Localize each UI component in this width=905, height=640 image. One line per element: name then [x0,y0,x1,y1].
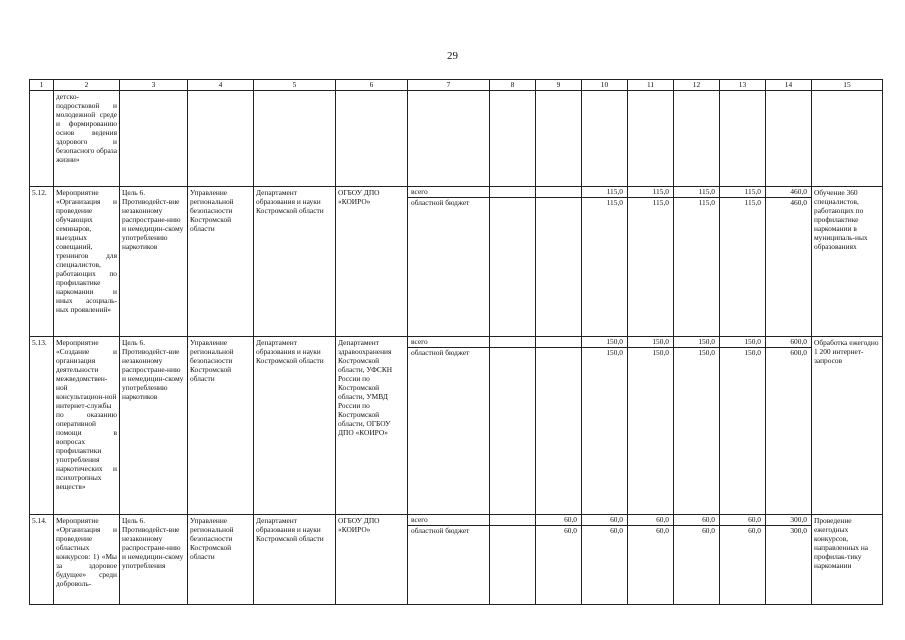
amount-c10-line: 150,0 [582,337,627,348]
amount-c10-line: 60,0 [610,526,623,535]
amount-c11 [628,187,674,337]
goal-cell [120,91,188,187]
col-header-4: 4 [188,80,254,91]
col-header-15: 15 [812,80,883,91]
funding-source-line: всего [408,187,489,198]
amount-c11-line: 115,0 [628,187,673,198]
amount-c13 [720,515,766,605]
amount-c9 [536,337,582,515]
amount-c8 [490,337,536,515]
amount-c8 [490,91,536,187]
funding-source-line: областной бюджет [411,526,470,535]
amount-c9 [536,187,582,337]
funding-source-line: областной бюджет [411,198,470,207]
amount-c12-line: 60,0 [702,526,715,535]
amount-c9-line: 60,0 [564,526,577,535]
funding-source-line: всего [408,337,489,348]
amount-c13-line: 60,0 [748,526,761,535]
expected-result: Обработка ежегодно 1 200 интернет-запросов [812,337,883,515]
amount-c10 [582,337,628,515]
funding-source [408,337,490,515]
col-header-13: 13 [720,80,766,91]
col-header-5: 5 [254,80,336,91]
amount-c10-line: 115,0 [582,187,627,198]
expected-result [812,91,883,187]
row-number [30,91,54,187]
amount-c9-line [536,337,581,348]
amount-c9-line [536,198,581,208]
executor-cell: Департамент образования и науки Костромской области [254,337,336,515]
amount-c14 [766,91,812,187]
row-number: 5.13. [30,337,54,515]
amount-c8-line [490,348,535,358]
amount-c10 [582,515,628,605]
activity-name: Мероприятие «Создание и организация деятельности межведомствен-ной консультацион-ной интернет-службы по оказанию оперативной помощи в вопросах профилактики употребления наркотических и психотропных веществ» [54,337,120,515]
amount-c12 [674,187,720,337]
executor-cell: Департамент образования и науки Костромской области [254,187,336,337]
amount-c14 [766,187,812,337]
customer-cell: Управление региональной безопасности Костромской области [188,337,254,515]
col-header-10: 10 [582,80,628,91]
amount-c13-line: 60,0 [720,515,765,526]
expected-result: Обучение 360 специалистов, работающих по профилактике наркомании в муниципаль-ных образованиях [812,187,883,337]
amount-c14 [766,515,812,605]
table-row [30,337,883,515]
activity-name: Мероприятие «Организация и проведение областных конкурсов: 1) «Мы за здоровое будущее» среди доброволь- [54,515,120,605]
customer-cell: Управление региональной безопасности Костромской области [188,515,254,605]
amount-c14-line: 300,0 [766,515,811,526]
coexecutor-cell: Департамент здравоохранения Костромской области, УФСКН России по Костромской области, УМВД России по Костромской области, ОГБОУ ДПО «КОИРО» [336,337,408,515]
funding-source-line: всего [408,515,489,526]
goal-cell: Цель 6. Противодейст-вие незаконному распростране-нию и немедицин-скому употреблению наркотиков [120,337,188,515]
amount-c13 [720,337,766,515]
customer-cell: Управление региональной безопасности Костромской области [188,187,254,337]
col-header-9: 9 [536,80,582,91]
table-row [30,91,883,187]
page-number: 29 [447,50,458,62]
col-header-6: 6 [336,80,408,91]
funding-source [408,515,490,605]
customer-cell [188,91,254,187]
header-row [30,80,883,91]
amount-c14-line: 300,0 [790,526,807,535]
coexecutor-cell [336,91,408,187]
amount-c11-line: 60,0 [628,515,673,526]
col-header-8: 8 [490,80,536,91]
goal-cell: Цель 6. Противодейст-вие незаконному распростране-нию и немедицин-скому употреблению наркотиков [120,187,188,337]
table-row [30,187,883,337]
amount-c9 [536,515,582,605]
amount-c10 [582,187,628,337]
amount-c11 [628,337,674,515]
executor-cell: Департамент образования и науки Костромской области [254,515,336,605]
amount-c10-line: 115,0 [606,198,623,207]
amount-c8-line [490,187,535,198]
row-number: 5.12. [30,187,54,337]
amount-c13 [720,187,766,337]
amount-c9-line [536,348,581,358]
amount-c11-line: 150,0 [628,337,673,348]
col-header-2: 2 [54,80,120,91]
amount-c12 [674,515,720,605]
amount-c11 [628,515,674,605]
funding-source-line: областной бюджет [411,348,470,357]
amount-c14-line: 600,0 [790,348,807,357]
amount-c8 [490,515,536,605]
activity-name: Мероприятие «Организация и проведение обучающих семинаров, выездных совещаний, тренингов для специалистов, работающих по профилактике наркомании и иных асоциаль-ных проявлений» [54,187,120,337]
amount-c8-line [490,198,535,208]
amount-c9 [536,91,582,187]
amount-c12 [674,91,720,187]
amount-c8-line [490,337,535,348]
funding-source [408,187,490,337]
coexecutor-cell: ОГБОУ ДПО «КОИРО» [336,187,408,337]
amount-c13-line: 115,0 [720,187,765,198]
amount-c8 [490,187,536,337]
amount-c13-line: 150,0 [720,337,765,348]
amount-c12-line: 150,0 [674,337,719,348]
coexecutor-cell: ОГБОУ ДПО «КОИРО» [336,515,408,605]
activity-name: детско-подростковой и молодежной среде и формированию основ ведения здорового и безопасного образа жизни» [54,91,120,187]
program-table [29,79,883,605]
amount-c10 [582,91,628,187]
col-header-1: 1 [30,80,54,91]
executor-cell [254,91,336,187]
col-header-3: 3 [120,80,188,91]
col-header-12: 12 [674,80,720,91]
amount-c14-line: 460,0 [790,198,807,207]
col-header-7: 7 [408,80,490,91]
amount-c8-line [490,526,535,536]
amount-c11 [628,91,674,187]
amount-c13-line: 115,0 [744,198,761,207]
amount-c10-line: 60,0 [582,515,627,526]
amount-c9-line [536,187,581,198]
row-number: 5.14. [30,515,54,605]
amount-c14 [766,337,812,515]
amount-c13-line: 150,0 [744,348,761,357]
amount-c12 [674,337,720,515]
amount-c12-line: 60,0 [674,515,719,526]
amount-c14-line: 600,0 [766,337,811,348]
amount-c14-line: 460,0 [766,187,811,198]
amount-c11-line: 115,0 [652,198,669,207]
amount-c9-line: 60,0 [536,515,581,526]
amount-c11-line: 60,0 [656,526,669,535]
amount-c12-line: 115,0 [698,198,715,207]
expected-result: Проведение ежегодных конкурсов, направленных на профилак-тику наркомании [812,515,883,605]
amount-c13 [720,91,766,187]
col-header-11: 11 [628,80,674,91]
amount-c12-line: 150,0 [698,348,715,357]
amount-c12-line: 115,0 [674,187,719,198]
amount-c10-line: 150,0 [606,348,623,357]
goal-cell: Цель 6. Противодейст-вие незаконному распростране-нию и немедицин-скому употребления [120,515,188,605]
col-header-14: 14 [766,80,812,91]
amount-c8-line [490,515,535,526]
amount-c11-line: 150,0 [652,348,669,357]
funding-source [408,91,490,187]
table-row [30,515,883,605]
